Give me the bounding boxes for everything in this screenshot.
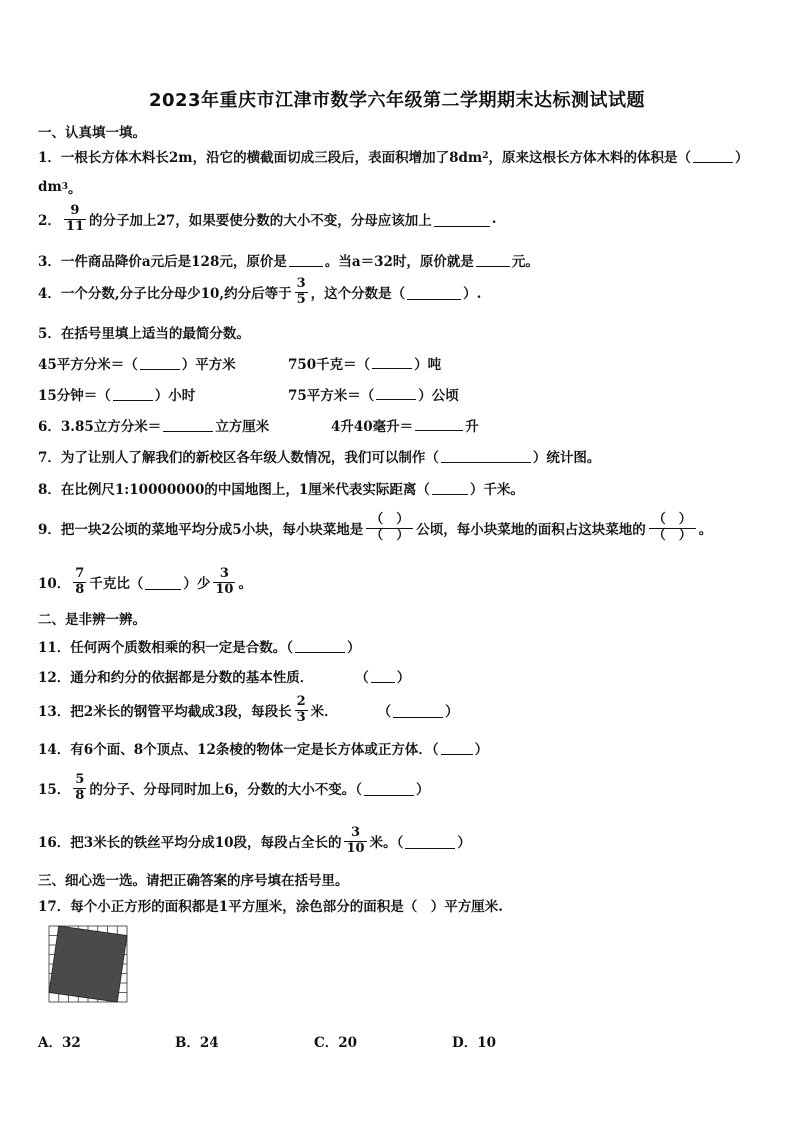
choice-b[interactable]: B．24 [175,1035,219,1051]
q15-fraction: $\frac{5}{8}$ [75,772,85,803]
choice-c[interactable]: C．20 [314,1035,358,1051]
q11-answer-blank[interactable] [295,639,345,654]
q1-text: 一根长方体木料长2m，沿它的横截面切成三段后，表面积增加了8dm [60,150,483,166]
q10-text: 千克比（ [89,576,144,593]
q16-text: 把3米长的铁丝平均分成10段，每段占全长的 [70,835,342,852]
shaded-tilted-square [49,926,127,1002]
q4-answer-blank[interactable] [407,285,461,300]
q1-answer-blank[interactable] [693,149,733,164]
q17-number: 17． [38,899,71,915]
q2-number: 2． [38,213,61,230]
question-1-continued [38,177,82,197]
q17-text: 每个小正方形的面积都是1平方厘米，涂色部分的面积是（ ）平方厘米. [70,899,503,915]
q2-end: . [491,211,497,228]
question-9 [38,513,712,544]
q13-text2: 米． [310,704,338,721]
q14-answer-blank[interactable] [441,741,473,756]
q12-number: 12． [38,670,71,686]
q11-text: 任何两个质数相乘的积一定是合数。（ [70,640,294,656]
q5-blank-3[interactable] [113,387,153,402]
q2-text: 的分子加上27，如果要使分数的大小不变，分母应该加上 [89,213,432,230]
q1-close: ） [734,150,749,166]
q8-end: ）千米。 [469,482,524,498]
question-2 [38,204,497,235]
q17-grid-figure [48,925,130,1005]
q11-end: ） [347,640,361,656]
section-1-heading: 一、认真填一填。 [38,125,146,141]
q1-unit-sup: 3 [61,182,68,192]
q9-fraction-blank-1[interactable]: $\frac{( )}{( )}$ [366,513,413,544]
q15-text: 的分子、分母同时加上6，分数的大小不变。（ [89,782,362,799]
q5-number: 5． [38,326,61,342]
section-2-heading: 二、是非辨一辨。 [38,612,146,628]
q4-end: ）. [463,286,482,303]
question-3 [38,250,539,270]
q13-answer-blank[interactable] [393,703,443,718]
q3-text: 一件商品降价a元后是128元，原价是 [60,254,287,270]
q2-answer-blank[interactable] [434,212,490,227]
q10-mid: ）少 [183,576,211,593]
question-12: 12． 通分和约分的依据都是分数的基本性质． （ ） [38,666,410,686]
q16-text2: 米。（ [369,835,404,852]
q9-text: 把一块2公顷的菜地平均分成5小块，每小块菜地是 [60,522,364,539]
q7-text: 为了让别人了解我们的新校区各年级人数情况，我们可以制作（ [60,450,439,466]
q14-text: 有6个面、8个顶点、12条棱的物体一定是长方体或正方体．（ [70,742,439,758]
question-14 [38,738,488,758]
q16-number: 16． [38,835,71,852]
q10-number: 10． [38,576,71,593]
q6-blank-1[interactable] [163,418,213,433]
q12-text: 通分和约分的依据都是分数的基本性质． [70,670,314,686]
q13-number: 13． [38,704,71,721]
q7-end: ）统计图。 [532,450,601,466]
choice-d[interactable]: D．10 [452,1035,496,1051]
q1-number: 1． [38,150,61,166]
question-10 [38,567,252,598]
q1-text2: ，原来这根长方体木料的体积是（ [488,150,691,166]
q10-answer-blank[interactable] [145,575,181,590]
q14-end: ） [474,742,489,758]
q13-fraction: $\frac{2}{3}$ [296,694,306,725]
q1-end: 。 [68,181,82,197]
q1-sup: 2 [482,151,489,161]
q5-blank-2[interactable] [372,355,412,370]
question-16 [38,826,471,857]
q3-end: 元。 [511,254,539,270]
choice-a[interactable]: A．32 [38,1035,81,1051]
q9-mid: 公顷，每小块菜地的面积占这块菜地的 [416,522,646,539]
q15-number: 15． [38,782,71,799]
q10-end: 。 [238,576,252,593]
question-6: 6． 3.85立方分米＝ 立方厘米 4升40毫升＝ 升 [38,415,638,435]
q5-row-1: 45平方分米＝（ ）平方米 750千克＝（ ）吨 [38,353,638,373]
q12-answer-blank[interactable] [371,669,395,684]
q5-row-2: 15分钟＝（ ）小时 75平方米＝（ ）公顷 [38,384,638,404]
q13-end: ） [445,704,459,721]
q6-blank-2[interactable] [415,417,463,432]
q9-end: 。 [698,522,713,539]
page-title: 2023年重庆市江津市数学六年级第二学期期末达标测试试题 [148,90,646,111]
q16-answer-blank[interactable] [405,834,455,849]
question-11 [38,636,361,656]
q5-blank-1[interactable] [140,356,180,371]
q9-fraction-blank-2[interactable]: $\frac{( )}{( )}$ [649,513,696,544]
q3-mid: 。当a＝32时，原价就是 [324,254,474,270]
q7-number: 7． [38,450,61,466]
q4-text2: ，这个分数是（ [310,286,406,303]
question-4 [38,277,481,308]
q15-end: ） [416,782,430,799]
q3-number: 3． [38,254,61,270]
q9-number: 9． [38,522,61,539]
question-13: 13． 把2米长的钢管平均截成3段，每段长 $\frac{2}{3}$ 米． （ ） [38,694,459,725]
q7-answer-blank[interactable] [441,449,531,464]
question-5 [38,322,250,342]
question-17 [38,895,503,915]
q4-text: 一个分数,分子比分母少10,约分后等于 [60,286,292,303]
question-7 [38,446,600,466]
q11-number: 11． [38,640,71,656]
q2-fraction: $\frac{9}{11}$ [65,203,84,234]
question-1 [38,146,748,166]
q3-answer-blank-1[interactable] [289,253,323,268]
q5-blank-4[interactable] [376,386,416,401]
q16-end: ） [457,835,471,852]
q8-number: 8． [38,482,61,498]
q16-fraction: $\frac{3}{10}$ [346,825,365,856]
q12-end: ） [396,670,411,686]
q15-answer-blank[interactable] [364,781,414,796]
q3-answer-blank-2[interactable] [476,253,510,268]
q13-text: 把2米长的钢管平均截成3段，每段长 [70,704,292,721]
q6-number: 6． [38,419,61,435]
q4-fraction: $\frac{3}{5}$ [296,276,306,307]
question-8 [38,478,524,498]
section-3-heading: 三、细心选一选。请把正确答案的序号填在括号里。 [38,873,349,889]
q14-number: 14． [38,742,71,758]
q8-text: 在比例尺1:10000000的中国地图上，1厘米代表实际距离（ [60,482,430,498]
q5-text: 在括号里填上适当的最简分数。 [60,326,250,342]
q8-answer-blank[interactable] [432,481,468,496]
q1-unit: dm [38,179,62,195]
q4-number: 4． [38,286,61,303]
q10-fraction-2: $\frac{3}{10}$ [215,566,234,597]
question-15 [38,773,430,804]
q10-fraction-1: $\frac{7}{8}$ [75,566,85,597]
